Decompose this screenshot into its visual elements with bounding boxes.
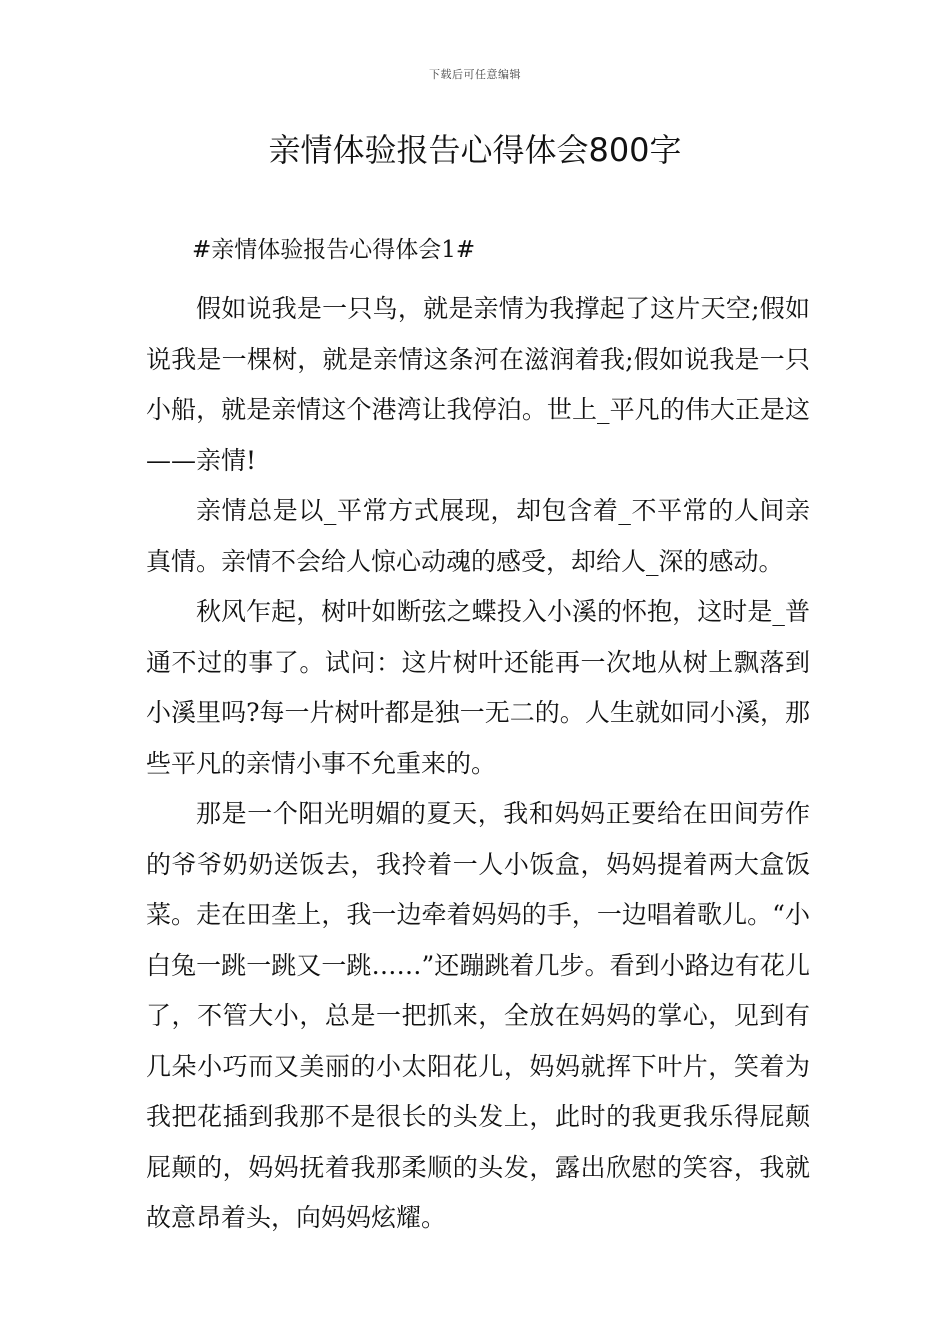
paragraph-1: 假如说我是一只鸟，就是亲情为我撑起了这片天空;假如说我是一棵树，就是亲情这条河在滋润着我;假如说我是一只小船，就是亲情这个港湾让我停泊。世上_平凡的伟大正是这——亲情!	[146, 294, 810, 475]
paragraph-2: 亲情总是以_平常方式展现，却包含着_不平常的人间亲真情。亲情不会给人惊心动魂的感受，却给人_深的感动。	[146, 496, 810, 576]
paragraph-4: 那是一个阳光明媚的夏天，我和妈妈正要给在田间劳作的爷爷奶奶送饭去，我拎着一人小饭盒，妈妈提着两大盒饭菜。走在田垄上，我一边牵着妈妈的手，一边唱着歌儿。“小白兔一跳一跳又一跳……”还蹦跳着几步。看到小路边有花儿了，不管大小，总是一把抓来，全放在妈妈的掌心，见到有几朵小巧而又美丽的小太阳花儿，妈妈就挥下叶片，笑着为我把花插到我那不是很长的头发上，此时的我更我乐得屁颠屁颠的，妈妈抚着我那柔顺的头发，露出欣慰的笑容，我就故意昂着头，向妈妈炫耀。	[146, 799, 810, 1232]
paragraph-3: 秋风乍起，树叶如断弦之蝶投入小溪的怀抱，这时是_普通不过的事了。试问：这片树叶还能再一次地从树上飘落到小溪里吗?每一片树叶都是独一无二的。人生就如同小溪，那些平凡的亲情小事不允重来的。	[146, 597, 810, 778]
document-title: 亲情体验报告心得体会800字	[268, 131, 682, 169]
document-body	[146, 232, 810, 1244]
download-note: 下载后可任意编辑	[429, 68, 521, 81]
section-heading: #亲情体验报告心得体会1#	[192, 237, 476, 263]
